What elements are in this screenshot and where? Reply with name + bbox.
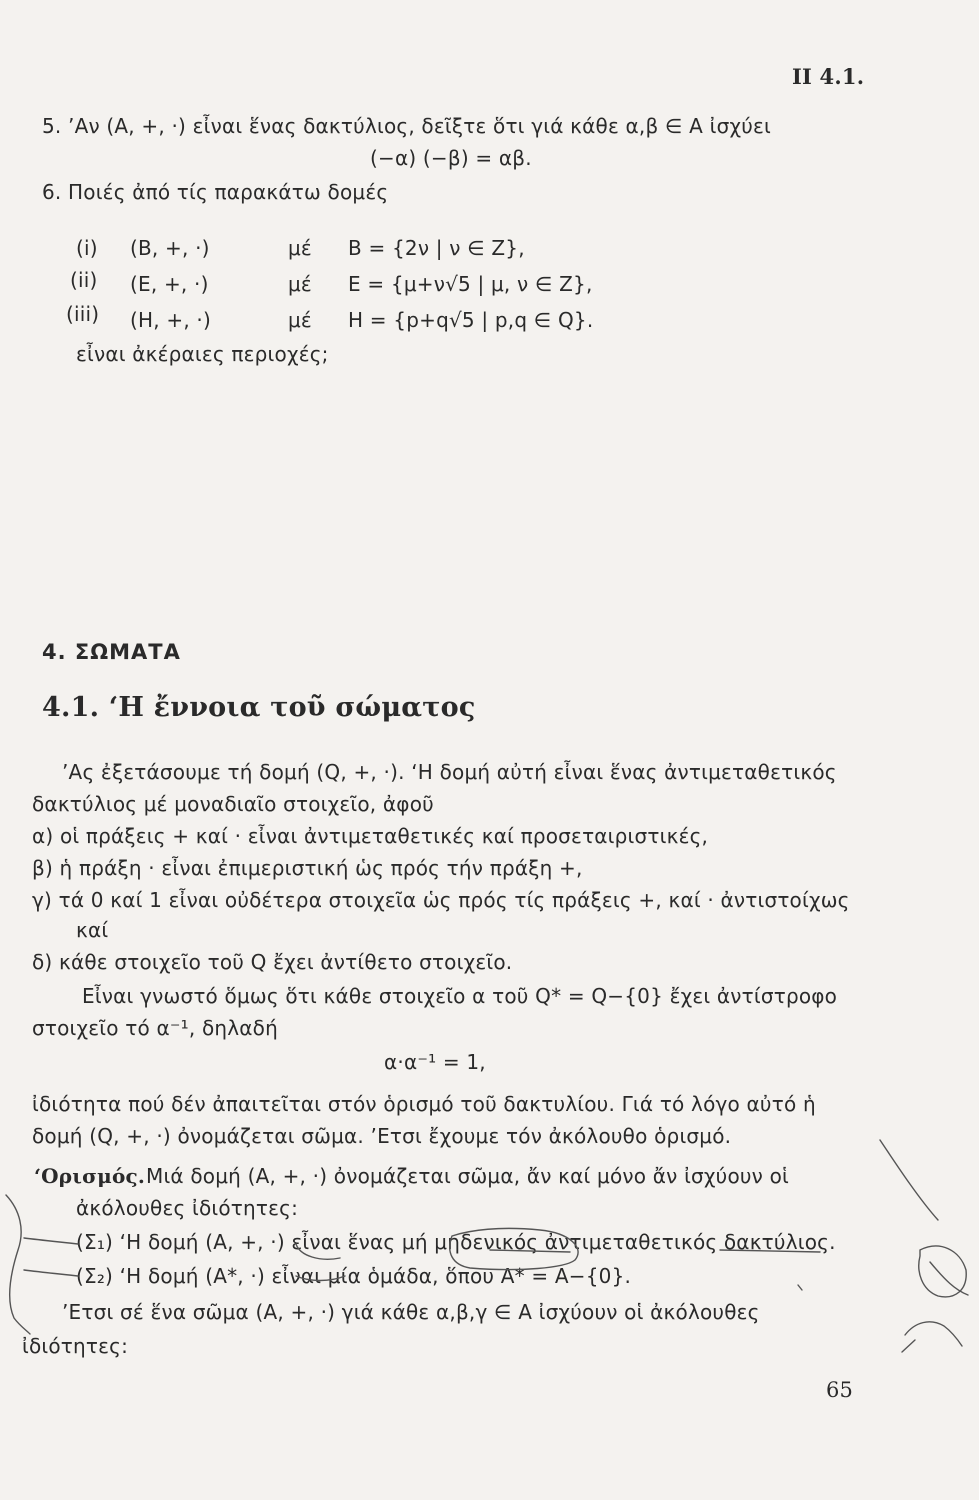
running-header: II 4.1. <box>792 64 865 89</box>
structure-1-with: μέ <box>288 236 312 260</box>
definition-line-3: ’Ετσι σέ ἕνα σῶμα (A, +, ·) γιά κάθε α,β,γ ∈ A ἰσχύουν οἱ ἀκόλουθες <box>62 1300 760 1324</box>
definition-label: ‘Ορισμός. <box>34 1164 146 1188</box>
definition-sigma-1: (Σ₁) ‘Η δομή (A, +, ·) εἶναι ἕνας μή μηδενικός ἀντιμεταθετικός δακτύλιος. <box>76 1230 836 1254</box>
structure-1-set: B = {2ν | ν ∈ Z}, <box>348 236 525 260</box>
body-line-2: δακτύλιος μέ μοναδιαῖο στοιχεῖο, ἀφοῦ <box>32 792 434 816</box>
exercise-6: 6. Ποιές ἀπό τίς παρακάτω δομές <box>42 180 389 204</box>
body-line-12: δομή (Q, +, ·) ὀνομάζεται σῶμα. ’Ετσι ἔχουμε τόν ἀκόλουθο ὁρισμό. <box>32 1124 732 1148</box>
definition-line-1: Μιά δομή (A, +, ·) ὀνομάζεται σῶμα, ἄν καί μόνο ἄν ἰσχύουν οἱ <box>146 1164 789 1188</box>
body-line-1: ’Ας ἐξετάσουμε τή δομή (Q, +, ·). ‘Η δομή αὐτή εἶναι ἕνας ἀντιμεταθετικός <box>62 760 837 784</box>
subsection-title: 4.1. ‘Η ἔννοια τοῦ σώματος <box>42 692 476 723</box>
exercise-5: 5. ’Αν (A, +, ·) εἶναι ἕνας δακτύλιος, δεῖξτε ὅτι γιά κάθε α,β ∈ A ἰσχύει <box>42 114 771 138</box>
body-line-10: α·α⁻¹ = 1, <box>384 1050 486 1074</box>
body-line-6: καί <box>76 918 109 942</box>
structure-3-set: H = {p+q√5 | p,q ∈ Q}. <box>348 308 594 332</box>
body-line-3: α) οἱ πράξεις + καί · εἶναι ἀντιμεταθετικές καί προσεταιριστικές, <box>32 824 709 848</box>
structure-2-op: (E, +, ·) <box>130 272 209 296</box>
structure-2-set: E = {μ+ν√5 | μ, ν ∈ Z}, <box>348 272 593 296</box>
page-number: 65 <box>826 1378 854 1402</box>
body-line-9: στοιχεῖο τό α⁻¹, δηλαδή <box>32 1016 278 1040</box>
body-line-11: ἰδιότητα πού δέν ἀπαιτεῖται στόν ὁρισμό τοῦ δακτυλίου. Γιά τό λόγο αὐτό ἡ <box>32 1092 816 1116</box>
body-line-4: β) ἡ πράξη · εἶναι ἐπιμεριστική ὡς πρός τήν πράξη +, <box>32 856 583 880</box>
body-line-7: δ) κάθε στοιχεῖο τοῦ Q ἔχει ἀντίθετο στοιχεῖο. <box>32 950 513 974</box>
structure-1-op: (B, +, ·) <box>130 236 210 260</box>
definition-line-2: ἀκόλουθες ἰδιότητες: <box>76 1196 299 1220</box>
structure-3-op: (H, +, ·) <box>130 308 211 332</box>
body-line-5: γ) τά 0 καί 1 εἶναι οὐδέτερα στοιχεῖα ὡς πρός τίς πράξεις +, καί · ἀντιστοίχως <box>32 888 850 912</box>
structure-2-with: μέ <box>288 272 312 296</box>
structure-3-with: μέ <box>288 308 312 332</box>
question-line: εἶναι ἀκέραιες περιοχές; <box>76 342 329 366</box>
definition-line-4: ἰδιότητες: <box>22 1334 129 1358</box>
structure-1-num: (i) <box>76 236 98 260</box>
structure-2-num: (ii) <box>70 268 98 292</box>
exercise-5-formula: (−α) (−β) = αβ. <box>370 146 532 170</box>
definition-sigma-2: (Σ₂) ‘Η δομή (A*, ·) εἶναι μία ὁμάδα, ὅπου A* = A−{0}. <box>76 1264 632 1288</box>
section-title: 4. ΣΩΜΑΤΑ <box>42 640 181 664</box>
structure-3-num: (iii) <box>66 302 100 326</box>
body-line-8: Εἶναι γνωστό ὅμως ὅτι κάθε στοιχεῖο α τοῦ Q* = Q−{0} ἔχει ἀντίστροφο <box>82 984 838 1008</box>
